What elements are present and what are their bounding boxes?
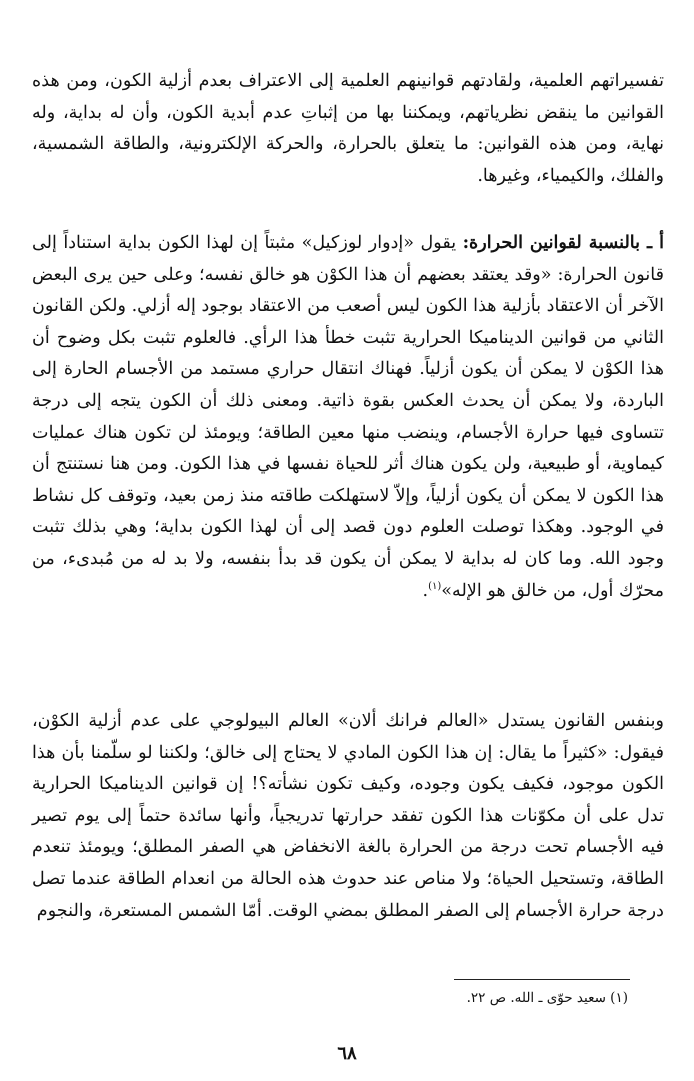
paragraph-1: [32, 66, 664, 192]
section-heading-heat-laws: أ ـ بالنسبة لقوانين الحرارة:: [462, 232, 664, 253]
paragraph-2: [32, 227, 664, 607]
paragraph-2-text: يقول «إدوار لوزكيل» مثبتاً إن لهذا الكون بداية استناداً إلى قانون الحرارة: «وقد يعتقد بعضهم أن هذا الكوْن هو خالق نفسه؛ وعلى حين يرى البعض الآخر أن الاعتقاد بأزلية هذا الكون ليس أصعب من الاعتقاد بوجود إله أزلي. ولكن القانون الثاني من قوانين الديناميكا الحرارية تثبت خطأ هذا الرأي. فالعلوم تثبت بكل وضوح أن هذا الكوْن لا يمكن أن يكون أزلياً. فهناك انتقال حراري مستمد من الأجسام الحارة إلى الباردة، ولا يمكن أن يحدث العكس بقوة ذاتية. ومعنى ذلك أن الكون يتجه إلى درجة تتساوى فيها حرارة الأجسام، وينضب منها معين الطاقة؛ ويومئذ لن تكون هناك عمليات كيماوية، أو طبيعية، ولن يكون هناك أثر للحياة نفسها في هذا الكون. ومن هنا نستنتج أن هذا الكون لا يمكن أن يكون أزلياً، وإلاّ لاستهلكت طاقته منذ زمن بعيد، وتوقف كل نشاط في الوجود. وهكذا توصلت العلوم دون قصد إلى أن لهذا الكون بداية؛ وهي بذلك تثبت وجود الله. وما كان له بداية لا يمكن أن يكون قد بدأ بنفسه، ولا بد له من مُبدىء، من محرّك أول، من خالق هو الإله»: [32, 233, 664, 601]
footnote-divider: [454, 979, 630, 980]
footnote-marker: (١): [428, 580, 442, 592]
paragraph-1-text: تفسيراتهم العلمية، ولقادتهم قوانينهم العلمية إلى الاعتراف بعدم أزلية الكون، ومن هذه القوانين ما ينقض نظرياتهم، ويمكننا بها من إثباتِ عدم أبدية الكون، وأن له بداية، وله نهاية، ومن هذه القوانين: ما يتعلق بالحرارة، والحركة الإلكترونية، والطاقة الشمسية، والفلك، والكيمياء، وغيرها.: [32, 71, 664, 186]
paragraph-3: [32, 706, 664, 927]
footnote: (١) سعيد حوّى ـ الله. ص ٢٢.: [466, 990, 628, 1006]
page-number: ٦٨: [337, 1043, 357, 1064]
paragraph-2-end: .: [422, 580, 429, 601]
paragraph-3-text: وبنفس القانون يستدل «العالم فرانك ألان» العالم البيولوجي على عدم أزلية الكوْن، فيقول: «كثيراً ما يقال: إن هذا الكون المادي لا يحتاج إلى خالق؛ ولكننا لو سلّمنا بأن هذا الكون موجود، فكيف يكون وجوده، وكيف تكون نشأته؟! إن قوانين الديناميكا الحرارية تدل على أن مكوّنات هذا الكون تفقد حرارتها تدريجياً، وأنها سائدة حتماً إلى يوم تصير فيه الأجسام تحت درجة من الحرارة بالغة الانخفاض هي الصفر المطلق؛ ويومئذ تنعدم الطاقة، وتستحيل الحياة؛ ولا مناص عند حدوث هذه الحالة من انعدام الطاقة عندما تصل درجة حرارة الأجسام إلى الصفر المطلق بمضي الوقت. أمّا الشمس المستعرة، والنجوم: [32, 711, 664, 921]
